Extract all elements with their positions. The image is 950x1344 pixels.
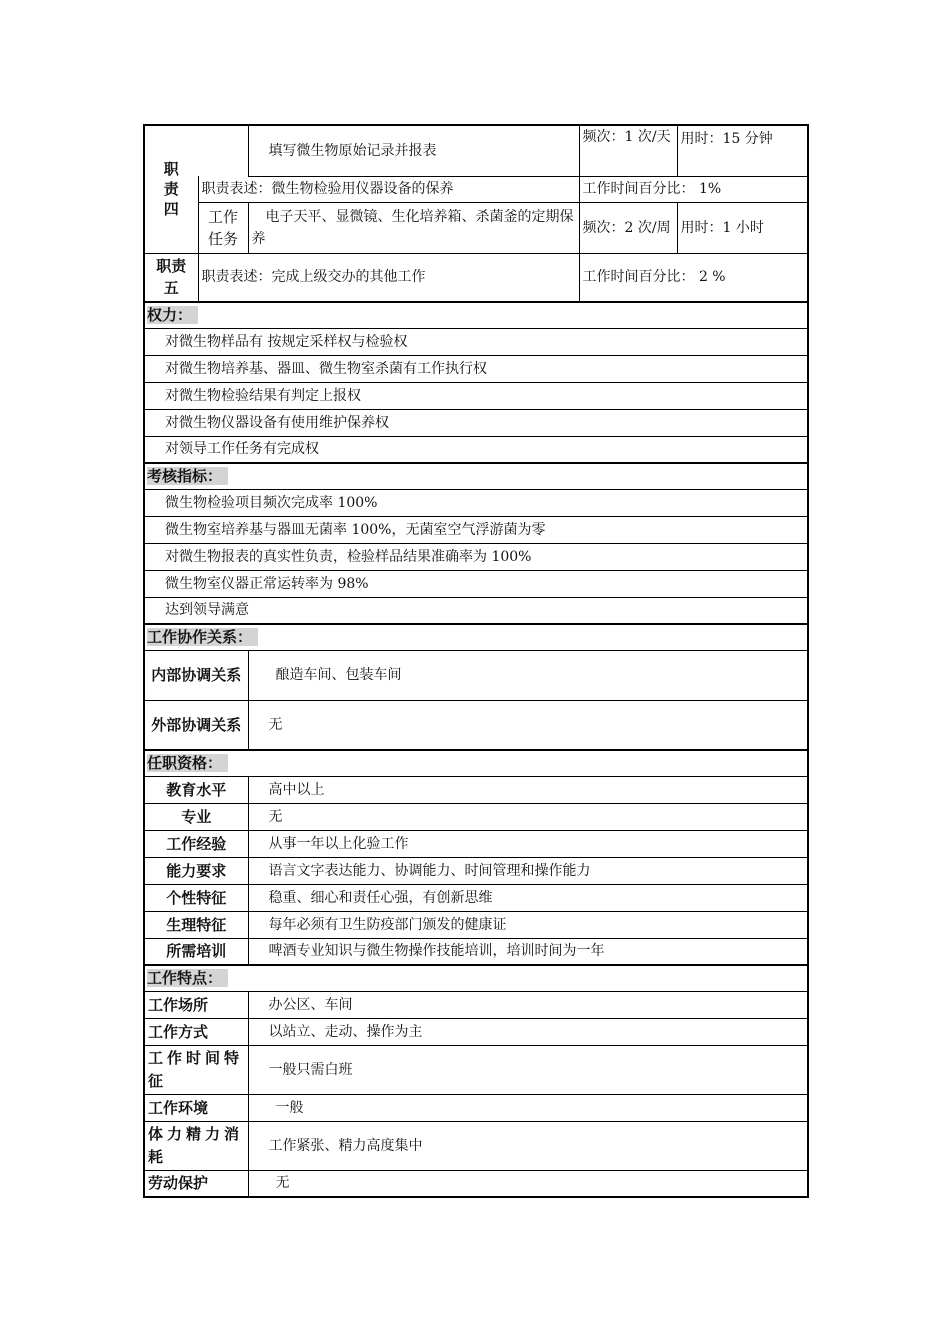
job-description-page bbox=[143, 124, 807, 1198]
kpi-title: 考核指标： bbox=[144, 463, 808, 489]
qualification-label: 能力要求 bbox=[144, 857, 248, 884]
duty5-desc: 职责表述：完成上级交办的其他工作 bbox=[198, 253, 579, 302]
table-row bbox=[144, 911, 808, 938]
authority-title: 权力： bbox=[144, 302, 808, 328]
duty4-task1-freq: 频次：1 次/天 bbox=[579, 125, 677, 176]
features-title: 工作特点： bbox=[144, 965, 808, 991]
authority-header-row bbox=[144, 302, 808, 328]
authority-item: 对微生物样品有 按规定采样权与检验权 bbox=[144, 328, 808, 355]
duty4-task-label: 工作 任务 bbox=[198, 202, 248, 253]
qualification-value: 从事一年以上化验工作 bbox=[248, 830, 808, 857]
internal-relation-row bbox=[144, 650, 808, 700]
external-relation-row bbox=[144, 700, 808, 750]
duty5-row bbox=[144, 253, 808, 302]
qualification-label: 专业 bbox=[144, 803, 248, 830]
duty5-percent: 工作时间百分比： 2 % bbox=[579, 253, 808, 302]
qualification-label: 所需培训 bbox=[144, 938, 248, 965]
duty4-task1-text: 填写微生物原始记录并报表 bbox=[248, 125, 579, 176]
feature-label: 体力精力消耗 bbox=[144, 1121, 248, 1170]
duty4-task1-time: 用时：15 分钟 bbox=[677, 125, 808, 176]
table-row bbox=[144, 803, 808, 830]
list-item bbox=[144, 543, 808, 570]
table-row bbox=[144, 776, 808, 803]
duty4-desc: 职责表述：微生物检验用仪器设备的保养 bbox=[198, 176, 579, 202]
table-row bbox=[144, 830, 808, 857]
feature-value: 工作紧张、精力高度集中 bbox=[248, 1121, 808, 1170]
authority-item: 对微生物检验结果有判定上报权 bbox=[144, 382, 808, 409]
relations-header-row bbox=[144, 624, 808, 650]
kpi-item: 对微生物报表的真实性负责，检验样品结果准确率为 100% bbox=[144, 543, 808, 570]
internal-relation-value: 酿造车间、包装车间 bbox=[248, 650, 808, 700]
features-header-row bbox=[144, 965, 808, 991]
list-item bbox=[144, 355, 808, 382]
feature-value: 无 bbox=[248, 1170, 808, 1197]
qualification-label: 工作经验 bbox=[144, 830, 248, 857]
kpi-item: 微生物室培养基与器皿无菌率 100%，无菌室空气浮游菌为零 bbox=[144, 516, 808, 543]
list-item bbox=[144, 328, 808, 355]
kpi-item: 微生物室仪器正常运转率为 98% bbox=[144, 570, 808, 597]
duty4-task1-row bbox=[144, 125, 808, 176]
qualification-value: 语言文字表达能力、协调能力、时间管理和操作能力 bbox=[248, 857, 808, 884]
kpi-item: 微生物检验项目频次完成率 100% bbox=[144, 489, 808, 516]
qualification-value: 每年必须有卫生防疫部门颁发的健康证 bbox=[248, 911, 808, 938]
list-item bbox=[144, 570, 808, 597]
duty4-label: 职 责 四 bbox=[144, 125, 198, 253]
table-row bbox=[144, 1094, 808, 1121]
duty4-task2-time: 用时：1 小时 bbox=[677, 202, 808, 253]
feature-label: 工作环境 bbox=[144, 1094, 248, 1121]
relations-title: 工作协作关系： bbox=[144, 624, 808, 650]
table-row bbox=[144, 938, 808, 965]
list-item bbox=[144, 436, 808, 463]
qualification-label: 生理特征 bbox=[144, 911, 248, 938]
table-row bbox=[144, 857, 808, 884]
qualification-value: 无 bbox=[248, 803, 808, 830]
table-row bbox=[144, 1045, 808, 1094]
table-row bbox=[144, 991, 808, 1018]
qualifications-title: 任职资格： bbox=[144, 750, 808, 776]
authority-item: 对微生物培养基、器皿、微生物室杀菌有工作执行权 bbox=[144, 355, 808, 382]
table-row bbox=[144, 1170, 808, 1197]
kpi-header-row bbox=[144, 463, 808, 489]
feature-value: 一般 bbox=[248, 1094, 808, 1121]
feature-label: 劳动保护 bbox=[144, 1170, 248, 1197]
duty4-task2-text: 电子天平、显微镜、生化培养箱、杀菌釜的定期保养 bbox=[248, 202, 579, 253]
feature-label: 工作方式 bbox=[144, 1018, 248, 1045]
qualification-value: 稳重、细心和责任心强，有创新思维 bbox=[248, 884, 808, 911]
list-item bbox=[144, 382, 808, 409]
duty4-task2-freq: 频次：2 次/周 bbox=[579, 202, 677, 253]
duty4-percent: 工作时间百分比： 1% bbox=[579, 176, 808, 202]
feature-value: 办公区、车间 bbox=[248, 991, 808, 1018]
authority-item: 对领导工作任务有完成权 bbox=[144, 436, 808, 463]
feature-label: 工作场所 bbox=[144, 991, 248, 1018]
duty4-desc-row bbox=[144, 176, 808, 202]
list-item bbox=[144, 516, 808, 543]
authority-item: 对微生物仪器设备有使用维护保养权 bbox=[144, 409, 808, 436]
feature-value: 以站立、走动、操作为主 bbox=[248, 1018, 808, 1045]
internal-relation-label: 内部协调关系 bbox=[144, 650, 248, 700]
external-relation-label: 外部协调关系 bbox=[144, 700, 248, 750]
duty4-task2-row bbox=[144, 202, 808, 253]
table-row bbox=[144, 884, 808, 911]
feature-label: 工作时间特征 bbox=[144, 1045, 248, 1094]
qualification-value: 高中以上 bbox=[248, 776, 808, 803]
qualifications-header-row bbox=[144, 750, 808, 776]
duty5-label: 职责 五 bbox=[144, 253, 198, 302]
feature-value: 一般只需白班 bbox=[248, 1045, 808, 1094]
list-item bbox=[144, 489, 808, 516]
job-table bbox=[143, 124, 809, 1198]
list-item bbox=[144, 597, 808, 624]
list-item bbox=[144, 409, 808, 436]
table-row bbox=[144, 1018, 808, 1045]
qualification-label: 个性特征 bbox=[144, 884, 248, 911]
qualification-value: 啤酒专业知识与微生物操作技能培训，培训时间为一年 bbox=[248, 938, 808, 965]
kpi-item: 达到领导满意 bbox=[144, 597, 808, 624]
table-row bbox=[144, 1121, 808, 1170]
qualification-label: 教育水平 bbox=[144, 776, 248, 803]
external-relation-value: 无 bbox=[248, 700, 808, 750]
